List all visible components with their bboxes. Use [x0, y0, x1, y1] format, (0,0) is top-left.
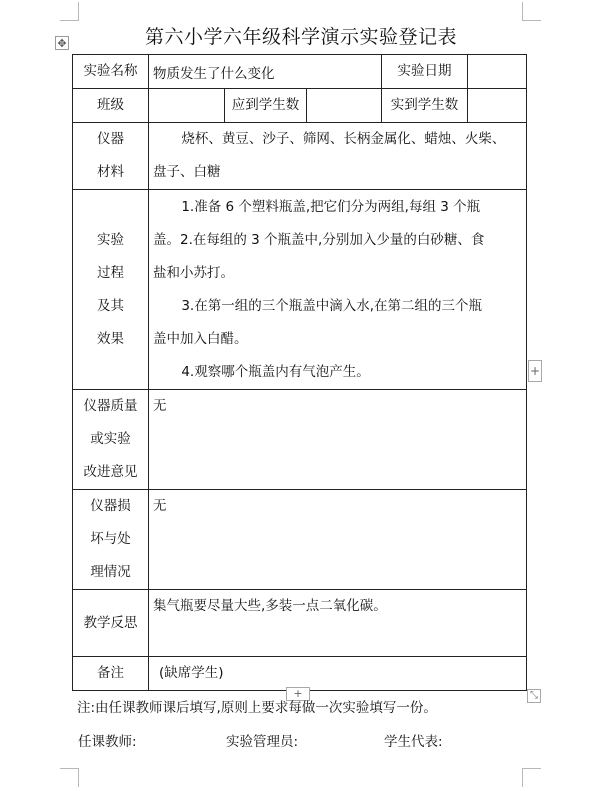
damage-cell[interactable]	[149, 490, 527, 590]
materials-cell[interactable]	[149, 123, 527, 190]
student-rep-signature-label: 学生代表:	[384, 734, 443, 750]
table-row	[73, 490, 527, 590]
manager-signature-label: 实验管理员:	[226, 734, 299, 750]
table-row	[73, 123, 527, 190]
process-line: 3.在第一组的三个瓶盖中滴入水,在第二组的三个瓶	[181, 297, 483, 314]
experiment-date-cell[interactable]	[468, 55, 527, 89]
damage-label-line: 仪器损	[90, 498, 131, 514]
expected-students-label: 应到学生数	[225, 89, 307, 123]
damage-label-line: 理情况	[90, 564, 131, 580]
teacher-signature-label: 任课教师:	[78, 734, 137, 750]
materials-label-line: 仪器	[97, 131, 124, 147]
process-label-line: 效果	[97, 330, 124, 347]
reflection-value: 集气瓶要尽量大些,多装一点二氧化碳。	[153, 598, 387, 614]
damage-label	[73, 490, 149, 590]
materials-label	[73, 123, 149, 190]
page-corner-mark	[522, 2, 541, 21]
reflection-cell[interactable]	[149, 590, 527, 657]
table-row	[73, 390, 527, 490]
remarks-value: (缺席学生)	[159, 665, 224, 681]
process-label	[73, 190, 149, 390]
process-line: 盖。2.在每组的 3 个瓶盖中,分别加入少量的白砂糖、食	[153, 231, 485, 248]
damage-label-line: 坏与处	[90, 531, 131, 547]
document-title: 第六小学六年级科学演示实验登记表	[144, 26, 457, 48]
experiment-record-table[interactable]	[72, 54, 527, 691]
process-label-line: 实验	[97, 231, 124, 248]
add-icon: +	[529, 364, 541, 378]
quality-cell[interactable]	[149, 390, 527, 490]
process-line: 盖中加入白醋。	[153, 330, 248, 347]
footnote: 注:由任课教师课后填写,原则上要求每做一次实验填写一份。	[77, 700, 437, 716]
table-resize-handle[interactable]	[527, 689, 541, 703]
page-corner-mark	[60, 2, 79, 21]
table-row	[73, 657, 527, 691]
move-icon: ✥	[57, 37, 67, 50]
class-cell[interactable]	[149, 89, 225, 123]
process-line: 1.准备 6 个塑料瓶盖,把它们分为两组,每组 3 个瓶	[181, 198, 481, 215]
class-label: 班级	[73, 89, 149, 123]
page-corner-mark	[60, 768, 79, 787]
quality-label	[73, 390, 149, 490]
table-row	[73, 55, 527, 89]
actual-students-label: 实到学生数	[382, 89, 468, 123]
process-cell[interactable]	[149, 190, 527, 390]
materials-label-line: 材料	[97, 164, 124, 180]
page-corner-mark	[522, 768, 541, 787]
table-row	[73, 590, 527, 657]
materials-line: 烧杯、黄豆、沙子、筛网、长柄金属化、蜡烛、火柴、	[181, 131, 506, 147]
process-line: 盐和小苏打。	[153, 264, 234, 281]
remarks-label: 备注	[73, 657, 149, 691]
add-column-button[interactable]	[528, 360, 542, 382]
quality-label-line: 改进意见	[83, 464, 138, 480]
expected-students-cell[interactable]	[307, 89, 382, 123]
damage-value: 无	[153, 498, 167, 514]
add-icon: +	[293, 687, 303, 700]
quality-label-line: 或实验	[90, 431, 131, 447]
actual-students-cell[interactable]	[468, 89, 527, 123]
process-line: 4.观察哪个瓶盖内有气泡产生。	[181, 363, 370, 380]
reflection-label: 教学反思	[73, 590, 149, 657]
table-row	[73, 89, 527, 123]
process-label-line: 过程	[97, 264, 124, 281]
remarks-cell[interactable]	[149, 657, 527, 691]
process-label-line: 及其	[97, 297, 124, 314]
materials-line: 盘子、白糖	[153, 164, 221, 180]
experiment-date-label: 实验日期	[382, 55, 468, 89]
table-move-handle[interactable]	[55, 36, 69, 50]
quality-value: 无	[153, 398, 167, 414]
experiment-name-cell[interactable]: 物质发生了什么变化	[149, 55, 382, 89]
table-row	[73, 190, 527, 390]
resize-icon: ⤡	[530, 690, 538, 701]
experiment-name-label: 实验名称	[73, 55, 149, 89]
quality-label-line: 仪器质量	[83, 398, 138, 414]
